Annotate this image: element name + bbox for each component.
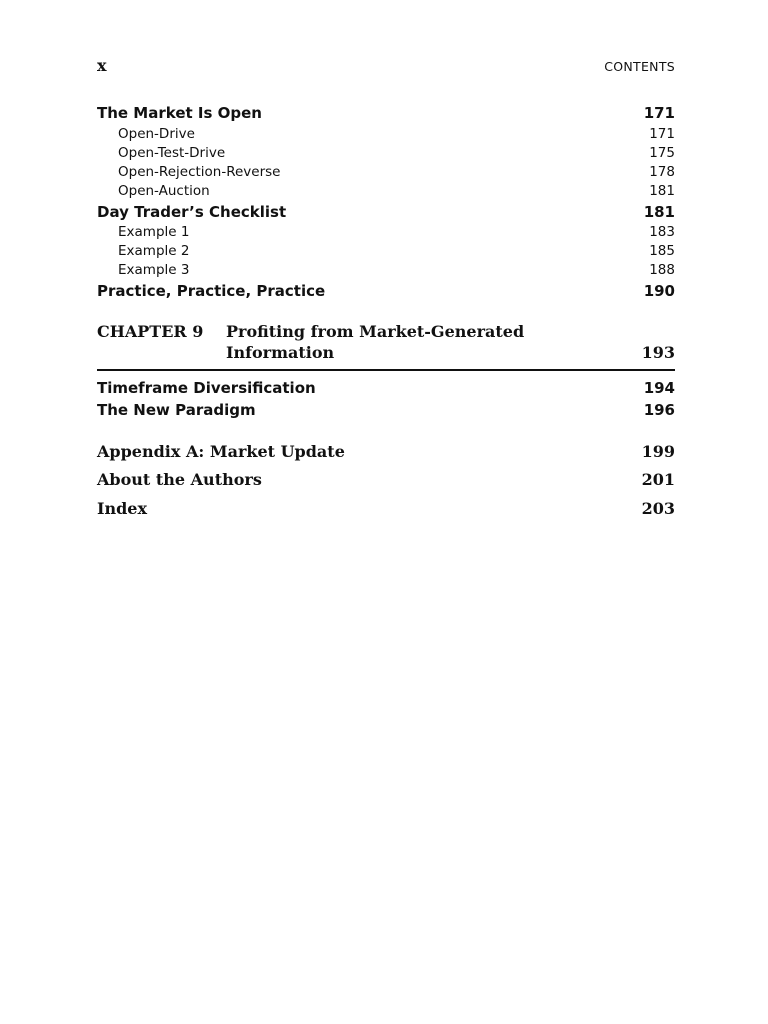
toc-entry-title: Example 2 bbox=[118, 243, 190, 259]
page-header bbox=[97, 56, 675, 80]
toc-entry-title: Appendix A: Market Update bbox=[97, 442, 345, 461]
toc-entry-page: 194 bbox=[643, 379, 675, 397]
toc-entry-title: About the Authors bbox=[97, 470, 262, 489]
toc-entry-title: Open-Test-Drive bbox=[118, 145, 226, 161]
toc-entry-page: 185 bbox=[649, 243, 675, 259]
toc-subentry bbox=[97, 164, 675, 180]
chapter-title-line2: Information bbox=[226, 343, 335, 362]
toc-entry-page: 203 bbox=[641, 499, 675, 518]
toc-subentry bbox=[97, 183, 675, 199]
chapter-heading bbox=[97, 322, 675, 370]
toc-entry-title: Example 1 bbox=[118, 224, 190, 240]
toc-entry-page: 181 bbox=[643, 203, 675, 221]
toc-entry-page: 190 bbox=[643, 282, 675, 300]
toc-section-entry bbox=[97, 401, 675, 419]
toc-backmatter-entry bbox=[97, 499, 675, 518]
toc-section-entry bbox=[97, 104, 675, 122]
toc-entry-page: 188 bbox=[649, 262, 675, 278]
toc-entry-title: Day Trader’s Checklist bbox=[97, 203, 287, 221]
toc-section-entry bbox=[97, 282, 675, 300]
toc-entry-title: The New Paradigm bbox=[97, 401, 256, 419]
toc-backmatter-entry bbox=[97, 470, 675, 489]
toc-entry-page: 201 bbox=[641, 470, 675, 489]
chapter-page: 193 bbox=[641, 343, 675, 362]
toc-entry-title: Timeframe Diversification bbox=[97, 379, 316, 397]
toc-entry-page: 175 bbox=[649, 145, 675, 161]
toc-entry-page: 171 bbox=[649, 126, 675, 142]
toc-entry-title: Open-Rejection-Reverse bbox=[118, 164, 281, 180]
running-head: CONTENTS bbox=[604, 59, 675, 74]
toc-subentry bbox=[97, 145, 675, 161]
toc-entry-title: Practice, Practice, Practice bbox=[97, 282, 326, 300]
toc-subentry bbox=[97, 126, 675, 142]
toc-entry-page: 183 bbox=[649, 224, 675, 240]
toc-entry-title: Open-Auction bbox=[118, 183, 210, 199]
chapter-title-line1: Profiting from Market-Generated bbox=[226, 322, 525, 341]
toc-backmatter-entry bbox=[97, 442, 675, 461]
toc-subentry bbox=[97, 224, 675, 240]
toc-section-entry bbox=[97, 379, 675, 397]
toc-entry-page: 181 bbox=[649, 183, 675, 199]
toc-entry-page: 178 bbox=[649, 164, 675, 180]
toc-section-entry bbox=[97, 203, 675, 221]
toc-subentry bbox=[97, 262, 675, 278]
toc-entry-page: 171 bbox=[643, 104, 675, 122]
toc-entry-title: The Market Is Open bbox=[97, 104, 262, 122]
chapter-rule bbox=[97, 369, 675, 371]
toc-page bbox=[97, 0, 675, 1024]
toc-subentry bbox=[97, 243, 675, 259]
chapter-label: CHAPTER 9 bbox=[97, 322, 204, 341]
page-number: x bbox=[97, 56, 107, 75]
toc-entry-title: Index bbox=[97, 499, 148, 518]
toc-entry-title: Open-Drive bbox=[118, 126, 195, 142]
toc-entry-page: 196 bbox=[643, 401, 675, 419]
toc-entry-page: 199 bbox=[641, 442, 675, 461]
toc-entry-title: Example 3 bbox=[118, 262, 190, 278]
